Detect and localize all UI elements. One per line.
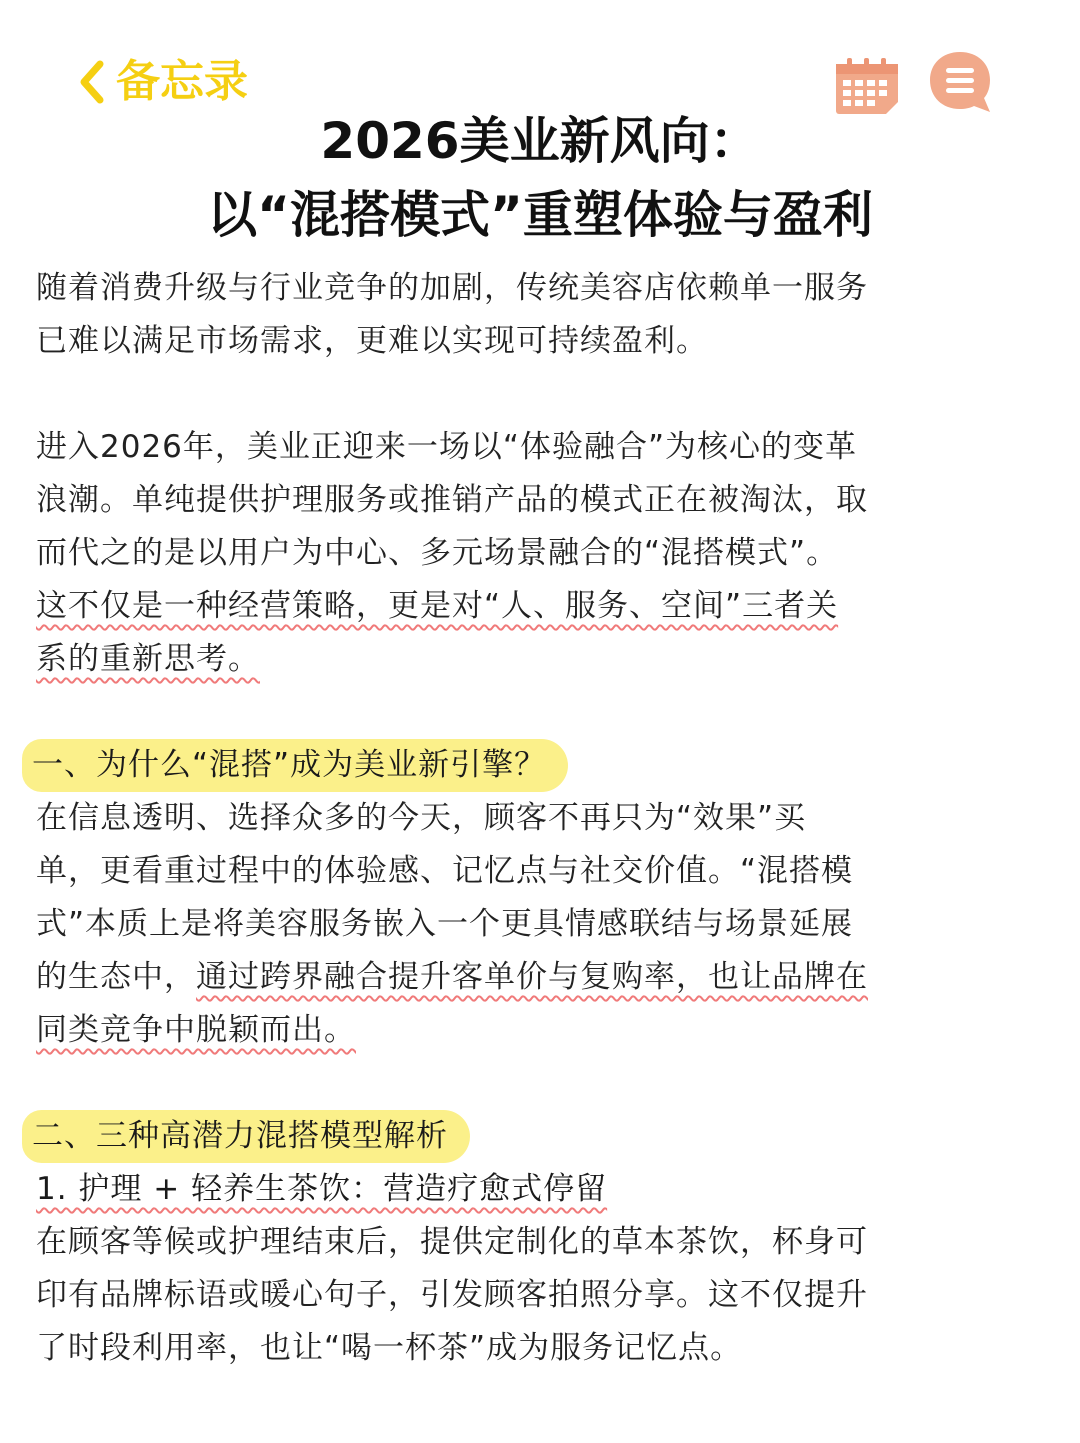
text-line: 而代之的是以用户为中心、多元场景融合的“混搭模式”。: [36, 535, 839, 571]
underlined-text: 通过跨界融合提升客单价与复购率，也让品牌在: [196, 959, 868, 995]
paragraph-intro: [36, 262, 1036, 368]
paragraph-section-1: [36, 792, 1036, 1057]
title-line-2: 以“混搭模式”重塑体验与盈利: [207, 186, 873, 244]
chevron-left-icon: [76, 60, 106, 104]
section-heading-1: 一、为什么“混搭”成为美业新引擎？: [22, 739, 568, 792]
text-line: 印有品牌标语或暖心句子，引发顾客拍照分享。这不仅提升: [36, 1277, 868, 1313]
page-title: [0, 104, 1080, 252]
note-body: [32, 262, 1036, 1375]
paragraph-section-2: [36, 1216, 1036, 1375]
underlined-text: 1. 护理 + 轻养生茶饮：营造疗愈式停留: [36, 1171, 608, 1207]
text-line: 随着消费升级与行业竞争的加剧，传统美容店依赖单一服务: [36, 270, 868, 306]
underlined-text: 同类竞争中脱颖而出。: [36, 1012, 356, 1048]
paragraph-trend: [36, 421, 1036, 686]
top-bar: [0, 0, 1080, 120]
back-button[interactable]: [76, 52, 248, 112]
text-line: 已难以满足市场需求，更难以实现可持续盈利。: [36, 323, 708, 359]
title-line-1: 2026美业新风向：: [320, 112, 760, 170]
back-label: 备忘录: [116, 56, 248, 107]
text-line: 了时段利用率，也让“喝一杯茶”成为服务记忆点。: [36, 1330, 743, 1366]
section-heading-2: 二、三种高潜力混搭模型解析: [22, 1110, 470, 1163]
text-line: 的生态中，: [36, 959, 196, 995]
subheading-1: [36, 1163, 1036, 1216]
text-line: 进入2026年，美业正迎来一场以“体验融合”为核心的变革: [36, 429, 858, 465]
text-line: 单，更看重过程中的体验感、记忆点与社交价值。“混搭模: [36, 853, 854, 889]
text-line: 在顾客等候或护理结束后，提供定制化的草本茶饮，杯身可: [36, 1224, 868, 1260]
underlined-text: 系的重新思考。: [36, 641, 260, 677]
text-line: 式”本质上是将美容服务嵌入一个更具情感联结与场景延展: [36, 906, 854, 942]
text-line: 浪潮。单纯提供护理服务或推销产品的模式正在被淘汰，取: [36, 482, 868, 518]
underlined-text: 这不仅是一种经营策略，更是对“人、服务、空间”三者关: [36, 588, 839, 624]
text-line: 在信息透明、选择众多的今天，顾客不再只为“效果”买: [36, 800, 807, 836]
